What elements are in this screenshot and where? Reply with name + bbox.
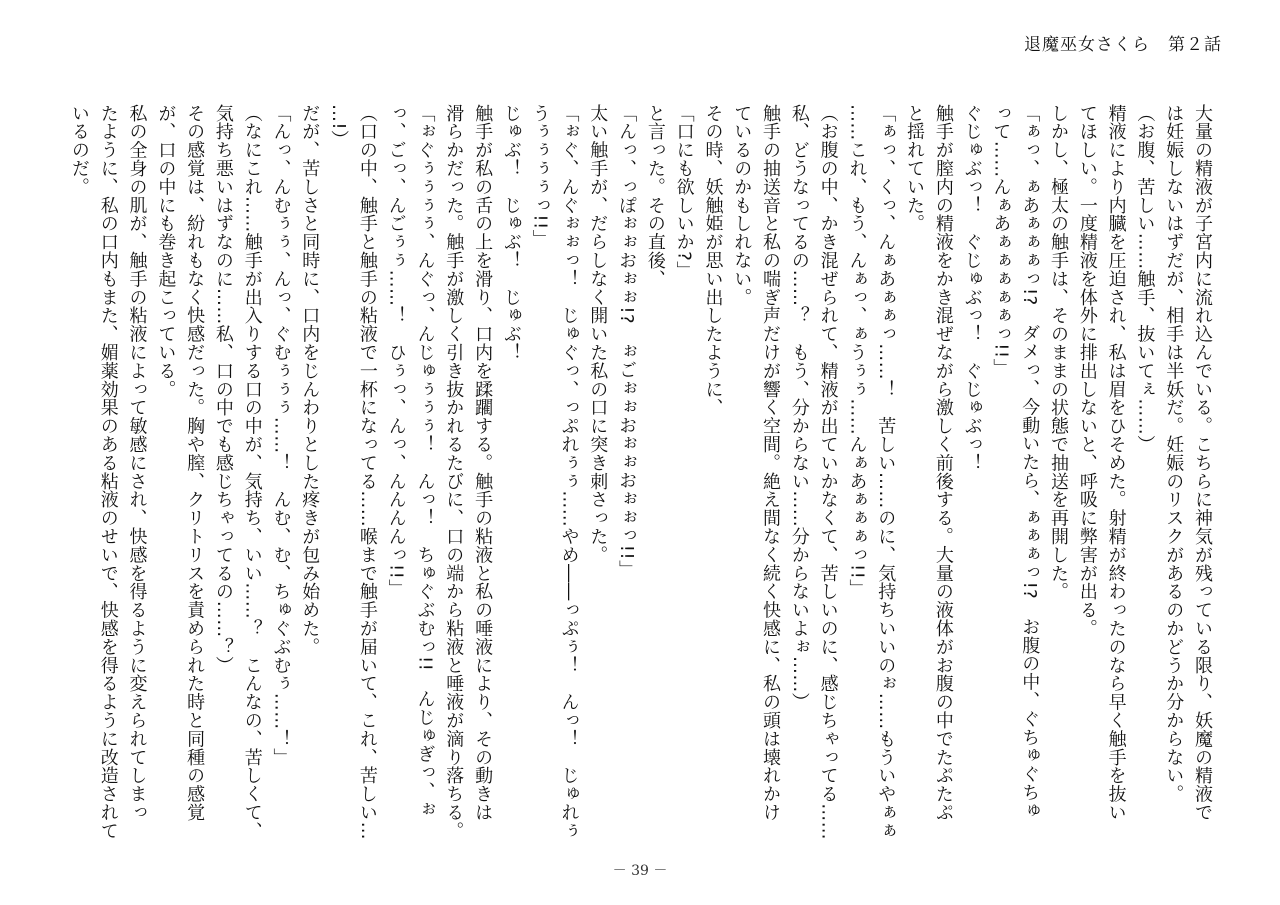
text-column: （口の中、触手と触手の粘液で一杯になってる……喉まで触手が届いて、これ、苦しい… — [356, 104, 378, 840]
text-column: うぅぅぅぅっ!!」 — [529, 104, 551, 249]
text-column: 「ぁっ、ぁあぁぁぁっ!? ダメっ、今動いたら、ぁぁぁっ!? お腹の中、ぐちゅぐちゅ — [1019, 104, 1041, 820]
text-column: ぐじゅぶっ！ ぐじゅぶっ！ ぐじゅぶっ！ — [961, 104, 983, 472]
page-header-title: 退魔巫女さくら 第２話 — [1024, 35, 1222, 55]
text-column: が、口の中にも巻き起こっている。 — [155, 104, 177, 399]
text-column: 大量の精液が子宮内に流れ込んでいる。こちらに神気が残っている限り、妖魔の精液で — [1192, 104, 1213, 822]
text-column: と揺れていた。 — [904, 104, 926, 233]
text-column: （お腹の中、かき混ぜられて、精液が出ていかなくて、苦しいのに、感じちゃってる…… — [817, 104, 839, 840]
text-column: って……んぁあぁぁぁぁぁっ!!」 — [990, 104, 1012, 377]
text-column: ……これ、もう、んぁっ、ぁうぅぅ……んぁあぁぁぁっ!!」 — [846, 104, 868, 598]
text-column: 私の全身の肌が、触手の粘液によって敏感にされ、快感を得るように変えられてしまっ — [126, 104, 148, 822]
text-column: いるのだ。 — [68, 104, 90, 196]
text-column: 「んっ、っぽぉぉおぉぉ!? ぉごぉぉおぉぉおぉぉっ!!」 — [616, 104, 638, 579]
text-column: だが、苦しさと同時に、口内をじんわりとした疼きが包み始めた。 — [299, 104, 321, 656]
text-column: たように、私の口内もまた、媚薬効果のある粘液のせいで、快感を得るように改造されて — [97, 104, 119, 840]
text-column: は妊娠しないはずだが、相手は半妖だ。妊娠のリスクがあるのかどうか分からない。 — [1163, 104, 1185, 804]
text-column: 太い触手が、だらしなく開いた私の口に突き刺さった。 — [587, 104, 609, 564]
text-column: 「ぁっ、くっ、んぁあぁぁっ……！ 苦しい……のに、気持ちいいのぉ……もういやぁぁ — [875, 104, 897, 840]
text-column: 私、どうなってるの……？ もう、分からない……分からないよぉ……） — [788, 104, 810, 712]
text-column: （なにこれ……触手が出入りする口の中が、気持ち、いい……？ こんなの、苦しくて、 — [241, 104, 263, 840]
text-column: 触手が膣内の精液をかき混ぜながら激しく前後する。大量の液体がお腹の中でたぷたぷ — [932, 104, 954, 822]
text-column: その感覚は、紛れもなく快感だった。胸や膣、クリトリスを責められた時と同種の感覚 — [184, 104, 206, 822]
text-column: ているのかもしれない。 — [731, 104, 753, 307]
text-column: と言った。その直後、 — [644, 104, 666, 288]
text-column: …!） — [328, 104, 350, 149]
text-column: その時、妖触姫が思い出したように、 — [702, 104, 724, 417]
text-column: てほしい。一度精液を体外に排出しないと、呼吸に弊害が出る。 — [1076, 104, 1098, 638]
text-column: しかし、極太の触手は、そのままの状態で抽送を再開した。 — [1048, 104, 1070, 601]
text-column: 「んっ、んむぅぅ、んっ、ぐむぅぅぅ……！ んむ、む、ちゅぐぶむぅ……！」 — [270, 104, 292, 767]
text-column: 触手の抽送音と私の喘ぎ声だけが響く空間。絶え間なく続く快感に、私の頭は壊れかけ — [760, 104, 782, 822]
text-column: 「ぉぐぅぅぅぅ、んぐっ、んじゅぅぅぅ！ んっ！ ちゅぐぶむっ!! んじゅぎっ、ぉ — [414, 104, 436, 819]
page-number: － 39 － — [612, 863, 668, 879]
text-column: 「ぉぐ、んぐぉぉっ！ じゅぐっ、っぷれぅぅ……やめ――っぷぅ！ んっ！ じゅれぅ — [558, 104, 580, 840]
text-column: 「口にも欲しいか?」 — [673, 104, 695, 280]
text-column: （お腹、苦しい……触手、抜いてぇ……） — [1134, 104, 1156, 454]
text-column: 精液により内臓を圧迫され、私は眉をひそめた。射精が終わったのなら早く触手を抜い — [1105, 104, 1127, 822]
vertical-body-text — [66, 104, 1216, 840]
text-column: じゅぶ！ じゅぶ！ じゅぶ！ — [500, 104, 522, 362]
text-column: 滑らかだった。触手が激しく引き抜かれるたびに、口の端から粘液と唾液が滴り落ちる。 — [443, 104, 465, 840]
text-column: っ、ごっ、んごぅぅ……！ ひぅっ、んっ、んんんんっ!!」 — [385, 104, 407, 598]
text-column: 触手が私の舌の上を滑り、口内を蹂躙する。触手の粘液と私の唾液により、その動きは — [472, 104, 494, 822]
text-column: 気持ち悪いはずなのに……私、口の中でも感じちゃってるの……？） — [212, 104, 234, 675]
